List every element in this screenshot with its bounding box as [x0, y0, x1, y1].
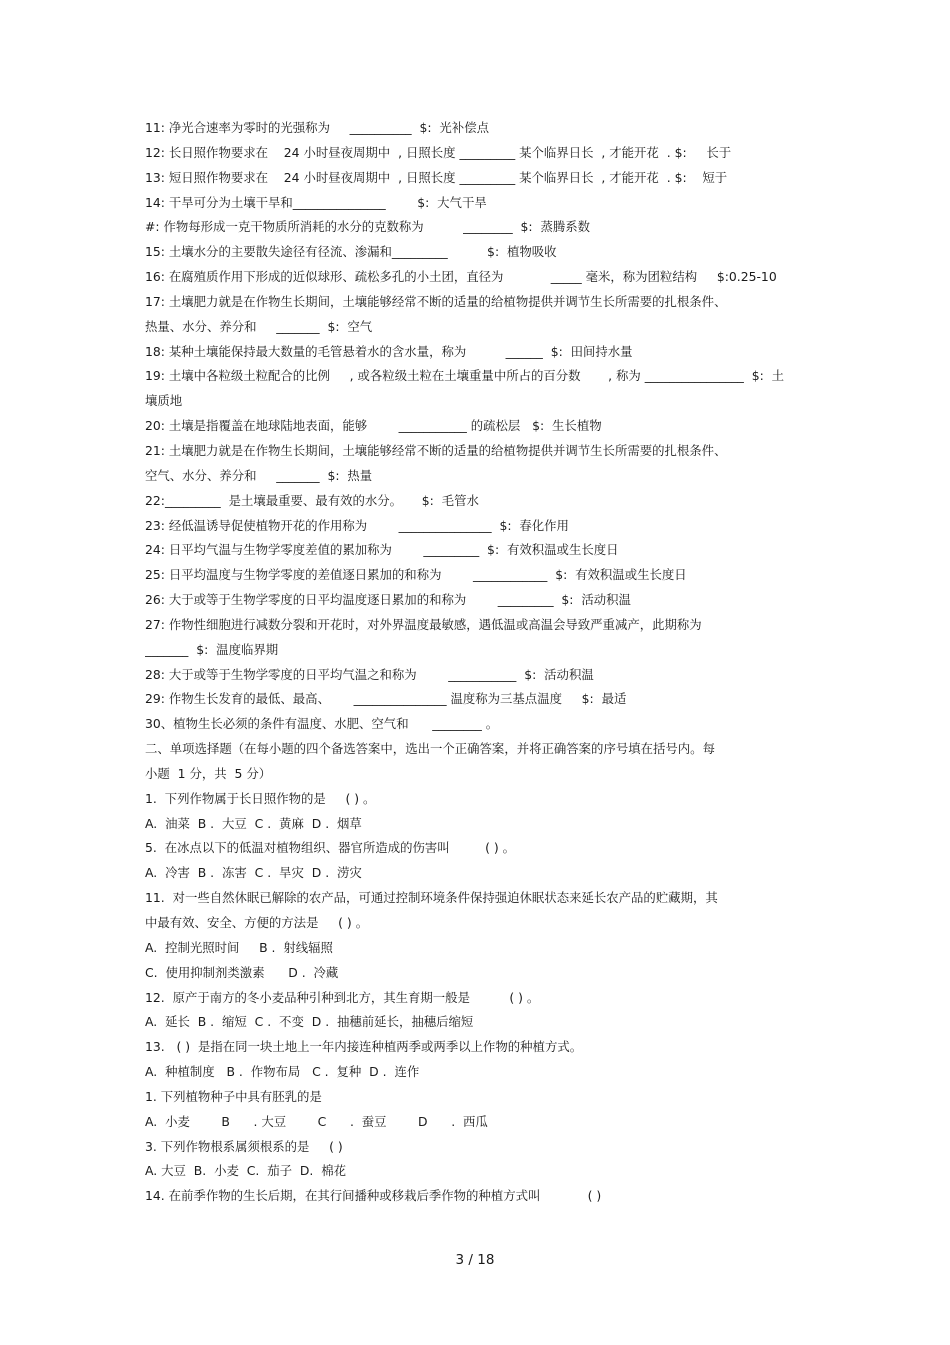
text-line: 12: 长日照作物要求在 24 小时昼夜周期中 , 日照长度 _________ 某个临界日长 , 才能开花 . $: 长于 — [145, 144, 732, 160]
text-line: 11: 净光合速率为零时的光强称为 __________ $: 光补偿点 — [145, 120, 489, 135]
text-line: _______ $: 温度临界期 — [145, 641, 279, 657]
question-list — [145, 116, 825, 1209]
page-number: 3 / 18 — [455, 1252, 495, 1268]
text-line: 11. 对一些自然休眠已解除的农产品，可通过控制环境条件保持强迫休眠状态来延长农产品的贮藏期，其 — [145, 890, 718, 906]
text-line: 13. ( ) 是指在同一块土地上一年内接连种植两季或两季以上作物的种植方式。 — [145, 1039, 583, 1055]
text-line: 1. 下列植物种子中具有胚乳的是 — [145, 1088, 322, 1104]
answer-options: A. 大豆 B. 小麦 C. 茄子 D. 棉花 — [145, 1163, 347, 1179]
text-line: 19: 土壤中各粒级土粒配合的比例 , 或各粒级土粒在土壤重量中所占的百分数 , 称为 ________________ $: 土 — [145, 368, 785, 384]
text-line: #: 作物每形成一克干物质所消耗的水分的克数称为 ________ $: 蒸腾系数 — [145, 219, 591, 235]
text-line: 5. 在冰点以下的低温对植物组织、器官所造成的伤害叫 ( ) 。 — [145, 840, 516, 856]
text-line: 24: 日平均气温与生物学零度差值的累加称为 _________ $: 有效积温或生长度日 — [145, 542, 619, 558]
answer-options: A. 控制光照时间 B . 射线辐照 — [145, 939, 333, 955]
text-line: 17: 土壤肥力就是在作物生长期间，土壤能够经常不断的适量的给植物提供并调节生长所需要的扎根条件、 — [145, 293, 727, 309]
text-line: 21: 土壤肥力就是在作物生长期间，土壤能够经常不断的适量的给植物提供并调节生长所需要的扎根条件、 — [145, 442, 727, 458]
answer-options: A. 冷害 B . 冻害 C . 旱灾 D . 涝灾 — [145, 865, 362, 881]
text-line: 30、植物生长必须的条件有温度、水肥、空气和 ________ 。 — [145, 716, 499, 732]
answer-options: A. 小麦 B . 大豆 C . 蚕豆 D . 西瓜 — [145, 1113, 488, 1129]
text-line: 22:_________ 是土壤最重要、最有效的水分。 $: 毛管水 — [145, 492, 479, 508]
answer-options: A. 种植制度 B . 作物布局 C . 复种 D . 连作 — [145, 1064, 420, 1080]
text-line: 18: 某种土壤能保持最大数量的毛管悬着水的含水量，称为 ______ $: 田间持水量 — [145, 343, 633, 359]
text-line: 中最有效、安全、方便的方法是 ( ) 。 — [145, 915, 369, 930]
text-line: 23: 经低温诱导促使植物开花的作用称为 _______________ $: 春化作用 — [145, 517, 569, 533]
text-line: 1. 下列作物属于长日照作物的是 ( ) 。 — [145, 790, 376, 806]
text-line: 15: 土壤水分的主要散失途径有径流、渗漏和_________ $: 植物吸收 — [145, 244, 557, 260]
text-line: 29: 作物生长发育的最低、最高、 _______________ 温度称为三基点温度 $: 最适 — [145, 691, 627, 707]
text-line: 25: 日平均温度与生物学零度的差值逐日累加的和称为 ____________ $: 有效积温或生长度日 — [145, 567, 687, 583]
text-line: 小题 1 分，共 5 分） — [145, 765, 272, 781]
answer-options: A. 油菜 B . 大豆 C . 黄麻 D . 烟草 — [145, 815, 362, 831]
text-line: 16: 在腐殖质作用下形成的近似球形、疏松多孔的小土团，直径为 _____ 毫米，称为团粒结构 $:0.25-10 — [145, 269, 777, 285]
answer-options: A. 延长 B . 缩短 C . 不变 D . 抽穗前延长，抽穗后缩短 — [145, 1014, 474, 1030]
text-line: 27: 作物性细胞进行减数分裂和开花时，对外界温度最敏感，遇低温或高温会导致严重减产，此期称为 — [145, 616, 702, 632]
text-line: 14. 在前季作物的生长后期，在其行间播种或移栽后季作物的种植方式叫 ( ) — [145, 1188, 602, 1204]
text-line: 14: 干旱可分为土壤干旱和_______________ $: 大气干旱 — [145, 194, 487, 210]
text-line: 空气、水分、养分和 _______ $: 热量 — [145, 467, 373, 483]
text-line: 28: 大于或等于生物学零度的日平均气温之和称为 ___________ $: 活动积温 — [145, 666, 594, 682]
text-line: 12. 原产于南方的冬小麦品种引种到北方，其生育期一般是 ( ) 。 — [145, 989, 540, 1005]
text-line: 热量、水分、养分和 _______ $: 空气 — [145, 318, 373, 334]
text-line: 13: 短日照作物要求在 24 小时昼夜周期中 , 日照长度 _________ 某个临界日长 , 才能开花 . $: 短于 — [145, 169, 728, 185]
text-line: 壤质地 — [145, 393, 183, 409]
text-line: 26: 大于或等于生物学零度的日平均温度逐日累加的和称为 _________ $: 活动积温 — [145, 592, 631, 608]
text-line: 3. 下列作物根系属须根系的是 ( ) — [145, 1138, 343, 1154]
text-line: 20: 土壤是指覆盖在地球陆地表面，能够 ___________ 的疏松层 $: 生长植物 — [145, 418, 602, 434]
answer-options: C. 使用抑制剂类激素 D . 冷藏 — [145, 964, 339, 980]
section-heading: 二、单项选择题（在每小题的四个备选答案中，选出一个正确答案，并将正确答案的序号填在括号内。每 — [145, 741, 715, 757]
